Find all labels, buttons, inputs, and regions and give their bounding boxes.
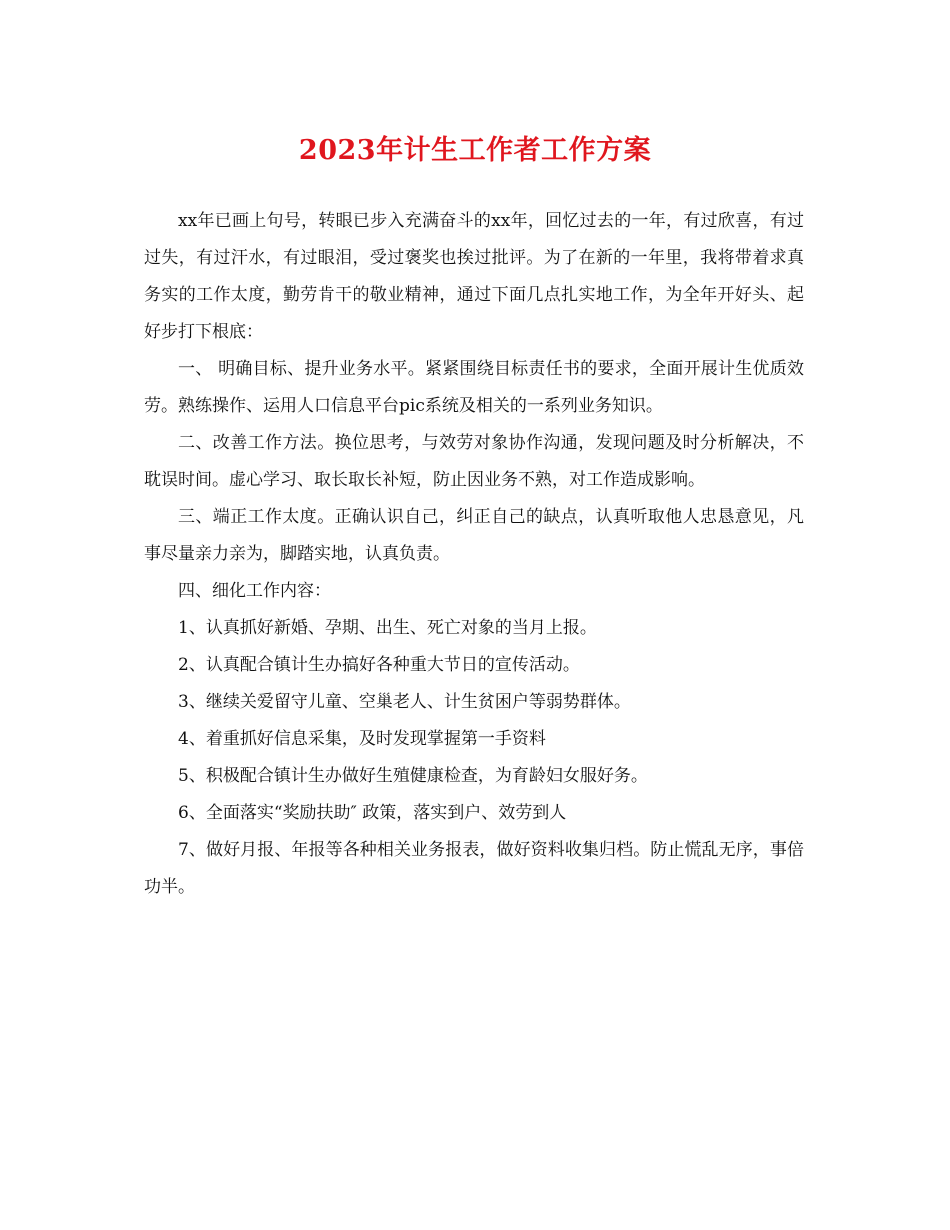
list-item: 1、认真抓好新婚、孕期、出生、死亡对象的当月上报。	[178, 618, 597, 638]
paragraph-section-1: 一、 明确目标、提升业务水平。紧紧围绕目标责任书的要求，全面开展计生优质效劳。熟练操作、运用人口信息平台pic系统及相关的一系列业务知识。	[144, 359, 804, 416]
paragraph-section-4-heading: 四、细化工作内容：	[178, 581, 331, 601]
list-item: 5、积极配合镇计生办做好生殖健康检查，为育龄妇女服好务。	[178, 766, 648, 786]
paragraph-section-3: 三、端正工作太度。正确认识自己，纠正自己的缺点，认真听取他人忠恳意见，凡事尽量亲力亲为，脚踏实地，认真负责。	[144, 507, 804, 564]
document-body	[144, 203, 804, 906]
list-item: 3、继续关爱留守儿童、空巢老人、计生贫困户等弱势群体。	[178, 692, 631, 712]
document-title: 2023年计生工作者工作方案	[298, 135, 652, 166]
list-item: 6、全面落实“奖励扶助″ 政策，落实到户、效劳到人	[178, 803, 567, 823]
list-item: 4、着重抓好信息采集，及时发现掌握第一手资料	[178, 729, 546, 749]
paragraph-intro: xx年已画上句号，转眼已步入充满奋斗的xx年，回忆过去的一年，有过欣喜，有过过失，有过汗水，有过眼泪，受过褒奖也挨过批评。为了在新的一年里，我将带着求真务实的工作太度，勤劳肯干的敬业精神，通过下面几点扎实地工作，为全年开好头、起好步打下根底：	[144, 211, 804, 342]
paragraph-section-2: 二、改善工作方法。换位思考，与效劳对象协作沟通，发现问题及时分析解决，不耽误时间。虚心学习、取长取长补短，防止因业务不熟，对工作造成影响。	[144, 433, 804, 490]
list-item: 7、做好月报、年报等各种相关业务报表，做好资料收集归档。防止慌乱无序，事倍功半。	[144, 840, 804, 897]
list-item: 2、认真配合镇计生办搞好各种重大节日的宣传活动。	[178, 655, 580, 675]
